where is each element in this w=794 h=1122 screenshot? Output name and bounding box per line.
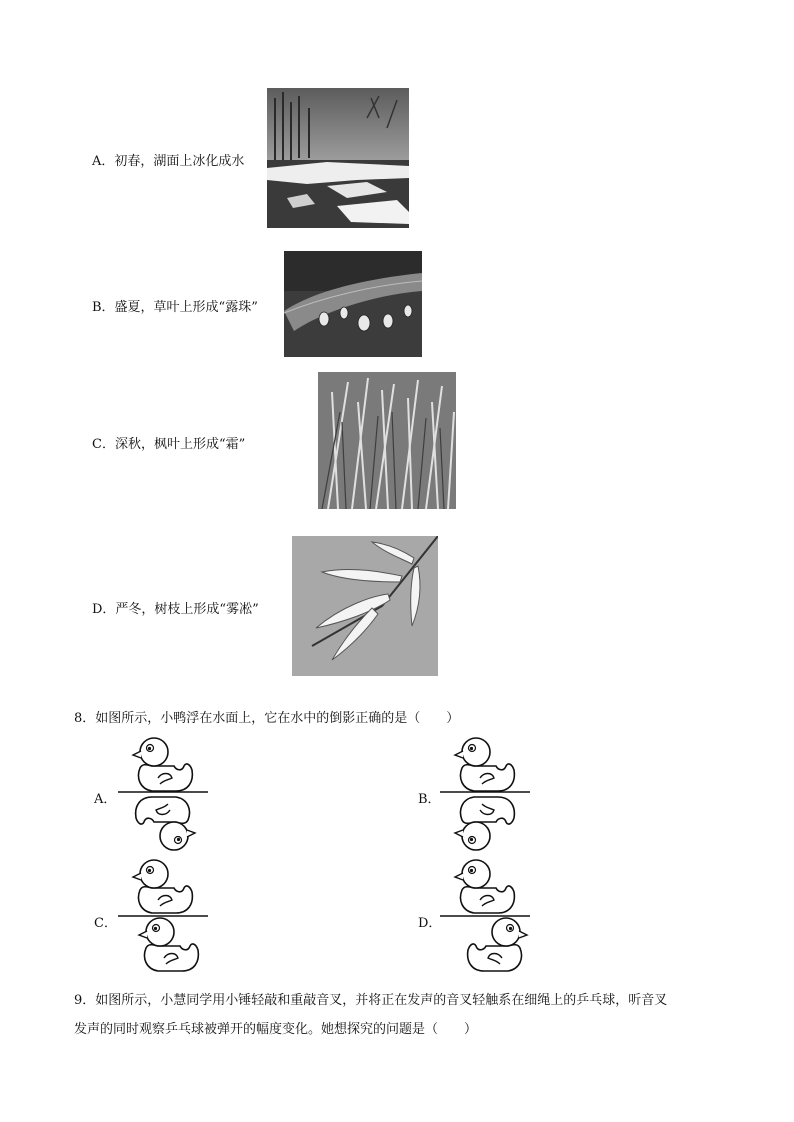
rime-branch-photo-icon (292, 536, 438, 676)
duck-reflection-a-icon (118, 730, 208, 856)
duck-reflection-c-icon (118, 852, 208, 978)
duck-reflection-d-icon (440, 852, 530, 978)
ice-river-photo-icon (267, 88, 409, 228)
q8-option-c: C． (94, 916, 117, 931)
q9-stem-line1: 9．如图所示，小慧同学用小锤轻敲和重敲音叉，并将正在发声的音叉轻触系在细绳上的乒乓球，听音叉 (74, 993, 668, 1008)
q7-option-a: A．初春，湖面上冰化成水 (92, 154, 245, 169)
q8-stem: 8．如图所示，小鸭浮在水面上，它在水中的倒影正确的是（ ） (74, 711, 460, 726)
q7-option-b: B．盛夏，草叶上形成“露珠” (92, 300, 258, 315)
q7-option-d: D．严冬，树枝上形成“雾凇” (92, 602, 259, 617)
dew-leaf-photo-icon (284, 251, 422, 357)
q8-option-b: B． (418, 792, 441, 807)
frost-grass-photo-icon (318, 372, 456, 509)
q9-stem-line2: 发声的同时观察乒乓球被弹开的幅度变化。她想探究的问题是（ ） (74, 1022, 478, 1037)
q7-option-c: C．深秋，枫叶上形成“霜” (92, 437, 246, 452)
duck-reflection-b-icon (440, 730, 530, 856)
q8-option-d: D． (418, 916, 442, 931)
q8-option-a: A． (94, 792, 117, 807)
